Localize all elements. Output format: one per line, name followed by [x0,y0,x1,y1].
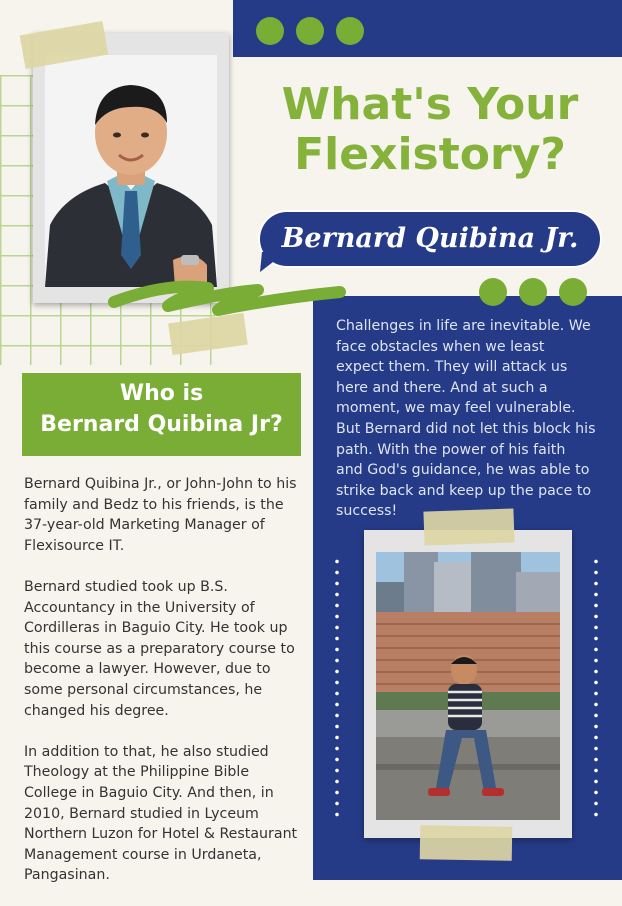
bio-paragraph: Bernard studied took up B.S. Accountancy in the University of Cordilleras in Baguio City. He took up this course as a preparatory course to become a lawyer. However, due to some personal circumstances, he changed his degree. [24,578,295,719]
person-name: Bernard Quibina Jr. [281,223,579,254]
bio-paragraph: Bernard Quibina Jr., or John-John to his family and Bedz to his friends, is the 37-year-old Marketing Manager of Flexisource IT. [24,476,297,554]
green-dot [559,278,587,306]
green-dot [519,278,547,306]
city-photo-frame [364,530,572,838]
portrait-photo [45,55,217,287]
bio-paragraph: In addition to that, he also studied Theology at the Philippine Bible College in Baguio City. And then, in 2010, Bernard studied in Lyceum Northern Luzon for Hotel & Restaurant Management course in Urdaneta, Pangasinan. [24,743,298,884]
top-blue-band [233,0,622,57]
green-dot [256,17,284,45]
page-title [240,80,620,180]
green-dot [336,17,364,45]
portrait-illustration [45,55,217,287]
who-line-2: Bernard Quibina Jr? [40,412,283,437]
who-line-1: Who is [119,381,204,406]
title-line-2: Flexistory? [294,129,566,180]
who-is-heading [22,378,301,440]
tape-strip [420,825,513,861]
dotted-line-decoration [594,556,598,818]
brush-squiggle-decoration [108,262,348,322]
green-dot [479,278,507,306]
tape-strip [423,508,514,545]
biography-text [24,474,304,906]
title-line-1: What's Your [281,79,579,130]
intro-paragraph: Challenges in life are inevitable. We face obstacles when we least expect them. They will attack us here and there. And at such a moment, we may feel vulnerable. But Bernard did not let this block his path. With the power of his faith and God's guidance, he was able to strike back and keep up the pace to success! [336,318,596,520]
city-photo-illustration [376,552,560,820]
green-dot [296,17,324,45]
city-photo [376,552,560,820]
dotted-line-decoration [335,556,339,818]
